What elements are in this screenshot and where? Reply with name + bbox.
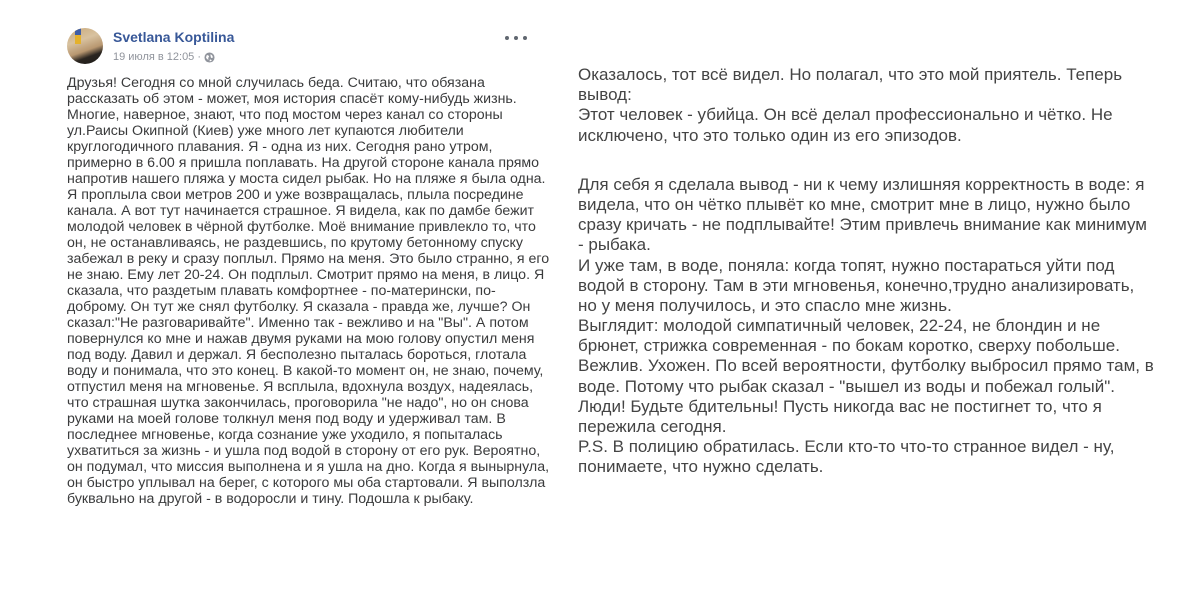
continuation-paragraph-2 (578, 175, 1178, 478)
text-line: Этот человек - убийца. Он всё делал профессионально и чётко. Не (578, 105, 1113, 125)
text-line: Оказалось, тот всё видел. Но полагал, что это мой приятель. Теперь (578, 65, 1123, 84)
text-line: последнее мгновенье, когда сознание уже уходило, я попыталась (67, 427, 503, 443)
text-line: буквально на другой - в водоросли и тину. Подошла к рыбаку. (67, 491, 474, 507)
text-line: видела, что он чётко плывёт ко мне, смотрит мне в лицо, нужно было (578, 194, 1131, 214)
text-line: И уже там, в воде, поняла: когда топят, нужно постараться уйти под (578, 255, 1115, 275)
text-line: Выглядит: молодой симпатичный человек, 22-24, не блондин и не (578, 316, 1101, 336)
facebook-post-screenshot (0, 0, 560, 600)
text-line: но у меня получилось, и это спасло мне жизнь. (578, 295, 952, 315)
author-avatar[interactable] (67, 28, 103, 64)
text-line: пережила сегодня. (578, 417, 727, 436)
text-line: понимаете, что нужно сделать. (578, 457, 824, 477)
text-line: не знаю. Ему лет 20-24. Он подплыл. Смотрит прямо на меня, в лицо. Я (67, 267, 545, 283)
meta-separator: · (197, 51, 201, 63)
text-line: водой в сторону. Там в эти мгновенья, конечно,трудно анализировать, (578, 275, 1135, 295)
dot (523, 36, 527, 40)
text-line: вывод: (578, 85, 632, 105)
text-line: руками на моей голове толкнул меня под воду и удерживал там. В (67, 411, 506, 427)
globe-icon[interactable] (204, 52, 215, 63)
avatar-flag-decoration-top (75, 28, 81, 35)
continuation-text (578, 65, 1178, 478)
text-line: забежал в реку и сразу поплыл. Прямо на меня. Это было странно, я его (67, 251, 550, 267)
author-name-link[interactable]: Svetlana Koptilina (113, 29, 235, 45)
text-line: он, не останавливаясь, не раздевшись, по крутому бетонному спуску (67, 235, 523, 251)
text-line: он подумал, что миссия выполнена и я ушла на дно. Когда я вынырнула, (67, 459, 550, 475)
text-line: примерно в 6.00 я пришла поплавать. На другой стороне канала прямо (67, 155, 540, 171)
text-line: повернулся ко мне и нажав двумя руками на мою голову опустил меня (67, 331, 535, 347)
text-line: воду и понимала, что это конец. В какой-то момент он, не знаю, почему, (67, 363, 544, 379)
more-options-icon[interactable] (505, 32, 527, 44)
text-line: - рыбака. (578, 235, 651, 255)
text-line: сказал:"Не разговаривайте". Именно так - вежливо и на "Вы". А потом (67, 315, 529, 331)
text-line: круглогодичного плавания. Я - одна из них. Сегодня рано утром, (67, 139, 493, 155)
post-timestamp[interactable]: 19 июля в 12:05 (113, 51, 195, 63)
post-meta (113, 51, 215, 63)
text-line: сказала, что раздетым плавать комфортнее - по-матерински, по- (67, 283, 496, 299)
text-line: доброму. Он тут же снял футболку. Я сказала - правда же, лучше? Он (67, 299, 531, 315)
text-line: ухватиться за жизнь - и ушла под водой в сторону от его рук. Вероятно, (67, 443, 541, 459)
text-line: Для себя я сделала вывод - ни к чему излишняя корректность в воде: я (578, 174, 1145, 194)
text-line: Друзья! Сегодня со мной случилась беда. Считаю, что обязана (67, 75, 485, 91)
text-line: рассказать об этом - может, моя история спасёт кому-нибудь жизнь. (67, 91, 517, 107)
dot (505, 36, 509, 40)
continuation-paragraph-1 (578, 65, 1178, 146)
text-line: исключено, что это только один из его эпизодов. (578, 125, 962, 145)
text-line: сразу кричать - не подплывайте! Этим привлечь внимание как минимум (578, 215, 1147, 235)
text-line: P.S. В полицию обратилась. Если кто-то что-то странное видел - ну, (578, 437, 1115, 457)
text-line: воде. Потому что рыбак сказал - "вышел из воды и побежал голый". (578, 376, 1116, 396)
text-line: Вежлив. Ухожен. По всей вероятности, футболку выбросил прямо там, в (578, 356, 1154, 376)
text-line: ул.Раисы Окипной (Киев) уже много лет купаются любители (67, 123, 464, 139)
dot (514, 36, 518, 40)
text-line: напротив нашего пляжа у моста сидел рыбак. Но на пляже я была одна. (67, 171, 546, 187)
text-line: Я проплыла свои метров 200 и уже возвращалась, плыла посредине (67, 187, 524, 203)
text-line: канала. А вот тут начинается страшное. Я видела, как по дамбе бежит (67, 203, 535, 219)
post-text (67, 75, 550, 507)
text-line: отпустил меня на мгновенье. Я всплыла, вдохнула воздух, надеялась, (67, 379, 534, 395)
text-line: что страшная шутка закончилась, проговорила "не надо", но он снова (67, 395, 529, 411)
text-line: под воду. Давил и держал. Я бесполезно пыталась бороться, глотала (67, 347, 527, 363)
text-line: молодой человек в чёрной футболке. Моё внимание привлекло то, что (67, 219, 536, 235)
text-line: брюнет, стрижка современная - по бокам коротко, сверху побольше. (578, 336, 1120, 356)
text-line: Многие, наверное, знают, что под мостом через канал со стороны (67, 107, 503, 123)
text-line: он быстро уплывал на берег, с которого мы оба стартовали. Я выползла (67, 475, 546, 491)
text-line: Люди! Будьте бдительны! Пусть никогда вас не постигнет то, что я (578, 396, 1102, 416)
paragraph-gap (578, 146, 1178, 175)
